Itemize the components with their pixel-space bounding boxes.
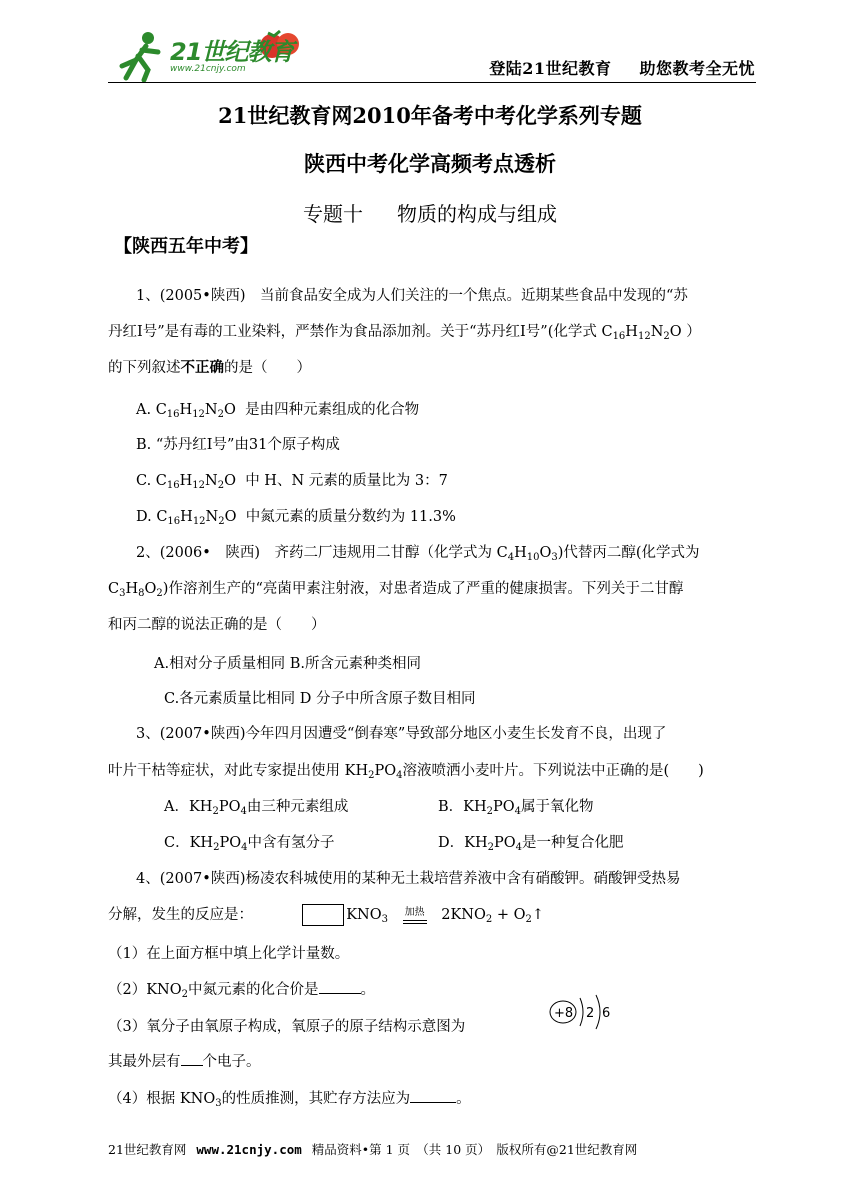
logo <box>108 26 308 82</box>
q3-option-c: C．$KH_2PO_4$中含有氢分子 <box>164 835 335 853</box>
logo-url: www.21cnjy.com <box>170 64 246 74</box>
q2-line1: 2、(2006• 陕西) 齐药二厂违规用二甘醇（化学式为 $C_4H_{10}O_3$)代替丙二醇(化学式为 <box>136 545 700 563</box>
atom-shell-2: 6 <box>602 1006 611 1021</box>
q1-option-d: D. $C_{16}H_{12}N_2O$ 中氮元素的质量分数约为 11.3% <box>136 509 456 527</box>
coefficient-blank-box[interactable] <box>302 904 344 926</box>
running-man-icon <box>108 26 168 82</box>
logo-text: 21世纪教育 <box>170 38 294 66</box>
q3-line2: 叶片干枯等症状，对此专家提出使用 $KH_2PO_4$溶液喷洒小麦叶片。下列说法中正确的是( ) <box>108 763 704 781</box>
header-divider <box>108 82 756 83</box>
q4-sub3-cont: 其最外层有 个电子。 <box>108 1054 261 1070</box>
atom-shell-1: 2 <box>586 1006 595 1021</box>
q3-option-a: A．$KH_2PO_4$由三种元素组成 <box>164 799 349 817</box>
q4-sub1: （1）在上面方框中填上化学计量数。 <box>108 946 350 962</box>
q1-option-a: A. $C_{16}H_{12}N_2O$ 是由四种元素组成的化合物 <box>136 402 420 420</box>
heating-condition: 加热 <box>403 908 427 924</box>
topic-name: 物质的构成与组成 <box>397 202 557 226</box>
topic-label: 专题十 <box>303 202 363 226</box>
main-title: 21世纪教育网2010年备考中考化学系列专题 <box>218 103 642 128</box>
q3-line1: 3、(2007•陕西)今年四月因遭受“倒春寒”导致部分地区小麦生长发育不良，出现了 <box>136 726 667 742</box>
q4-line1: 4、(2007•陕西)杨凌农科城使用的某种无土栽培营养液中含有硝酸钾。硝酸钾受热易 <box>136 871 681 887</box>
q2-line2: $C_3H_8O_2$)作溶剂生产的“亮菌甲素注射液，对患者造成了严重的健康损害。下列关于二甘醇 <box>108 581 684 599</box>
q3-option-b: B．$KH_2PO_4$属于氧化物 <box>438 799 594 817</box>
gas-arrow-icon: ↑ <box>531 907 545 923</box>
electron-count-blank[interactable] <box>181 1065 203 1066</box>
atom-nucleus: +8 <box>554 1006 574 1021</box>
q2-options-cd: C.各元素质量比相同 D 分子中所含原子数目相同 <box>164 691 476 707</box>
storage-method-blank[interactable] <box>410 1102 456 1103</box>
q1-option-b: B. “苏丹红Ⅰ号”由31个原子构成 <box>136 437 340 453</box>
q1-line1: 1、(2005•陕西) 当前食品安全成为人们关注的一个焦点。近期某些食品中发现的“苏 <box>136 288 688 304</box>
section-heading: 【陕西五年中考】 <box>114 236 258 257</box>
footer-site: 21世纪教育网 <box>108 1142 187 1157</box>
topic-title <box>0 198 860 227</box>
valence-blank[interactable] <box>319 993 361 994</box>
sub-title: 陕西中考化学高频考点透析 <box>304 151 556 176</box>
slogan-right: 助您教考全无忧 <box>639 59 755 78</box>
oxygen-atom-diagram <box>546 992 616 1032</box>
q1-option-c: C. $C_{16}H_{12}N_2O$ 中 H、N 元素的质量比为 3：7 <box>136 473 448 491</box>
q4-sub2: $(2)KNO_2$中氮元素的化合价是 。 <box>108 982 376 1000</box>
footer-info: 精品资料•第 1 页 （共 10 页） 版权所有@21世纪教育网 <box>311 1142 638 1157</box>
footer-url[interactable]: www.21cnjy.com <box>196 1142 302 1157</box>
q2-options-ab: A.相对分子质量相同 B.所含元素种类相同 <box>154 656 421 672</box>
q4-sub4: （4）根据 $KNO_3$的性质推测，其贮存方法应为 。 <box>108 1091 471 1109</box>
q4-sub3: （3）氧分子由氧原子构成，氧原子的原子结构示意图为 <box>108 1019 466 1035</box>
q1-line2: 丹红Ⅰ号”是有毒的工业染料，严禁作为食品添加剂。关于“苏丹红Ⅰ号”(化学式 $C_{16}H_{12}N_2O$ ） <box>108 324 701 342</box>
q4-line2: 分解，发生的反应是： $KNO_3$ 加热 $2KNO_2$ + $O_2↑$ <box>108 903 544 928</box>
footer <box>108 1140 637 1158</box>
q3-option-d: D．$KH_2PO_4$是一种复合化肥 <box>438 835 624 853</box>
slogan-left: 登陆21世纪教育 <box>489 59 612 78</box>
q1-line3: 的下列叙述不正确的是（ ） <box>108 359 311 376</box>
header-slogan <box>489 56 755 79</box>
q2-line3: 和丙二醇的说法正确的是（ ） <box>108 617 326 633</box>
